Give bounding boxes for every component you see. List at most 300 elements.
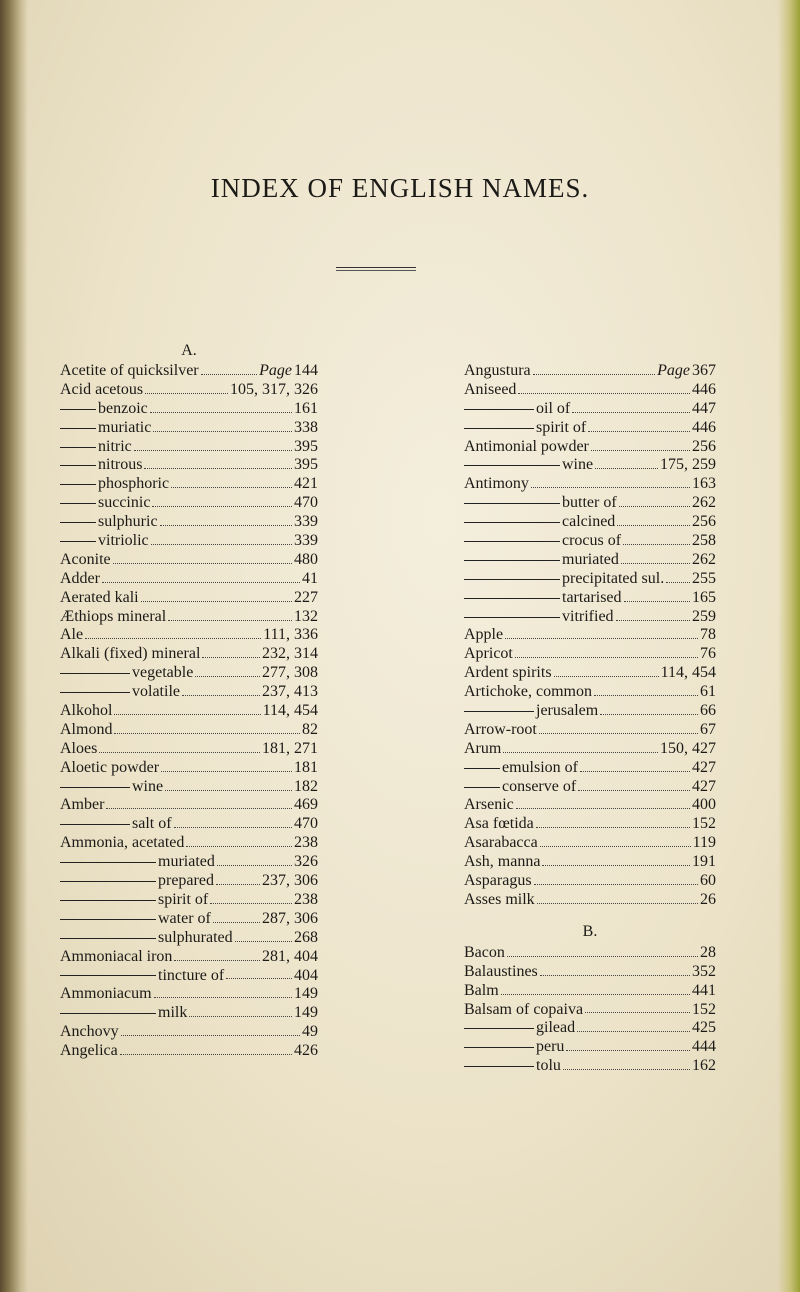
entry-name: Apple — [464, 626, 504, 644]
entry-pages: 165 — [692, 588, 716, 606]
index-entry — [464, 963, 716, 982]
entry-pages: 60 — [700, 872, 716, 890]
entry-pages: 400 — [692, 796, 716, 814]
entry-name: Arrow-root — [464, 720, 537, 738]
dot-leader — [533, 374, 655, 375]
dot-leader — [134, 450, 292, 451]
index-entry — [60, 759, 318, 778]
entry-pages: 339 — [294, 532, 318, 550]
entry-name: butter of — [562, 494, 617, 512]
ditto-dash — [60, 862, 156, 863]
index-entry — [60, 532, 318, 551]
entry-pages: 404 — [294, 966, 318, 984]
dot-leader — [566, 1050, 690, 1051]
entry-name: Æthiops mineral — [60, 607, 167, 625]
dot-leader — [537, 903, 698, 904]
dot-leader — [174, 827, 292, 828]
index-entry — [60, 891, 318, 910]
entry-pages: 82 — [302, 720, 318, 738]
entry-pages: 227 — [294, 588, 318, 606]
entry-name: gilead — [536, 1019, 576, 1037]
entry-name: salt of — [132, 815, 172, 833]
dot-leader — [113, 563, 292, 564]
ditto-dash — [60, 673, 130, 674]
dot-leader — [99, 752, 260, 753]
index-entry — [464, 438, 716, 457]
entry-name: sulphurated — [158, 928, 233, 946]
dot-leader — [554, 676, 659, 677]
entry-pages: 150, 427 — [660, 739, 716, 757]
entry-name: Aniseed — [464, 380, 517, 398]
dot-leader — [202, 657, 260, 658]
dot-leader — [624, 601, 690, 602]
ditto-dash — [464, 522, 560, 523]
ditto-dash — [464, 409, 534, 410]
entry-name: tartarised — [562, 588, 622, 606]
dot-leader — [102, 582, 300, 583]
index-entry — [60, 948, 318, 967]
index-entry — [464, 778, 716, 797]
index-entry — [464, 475, 716, 494]
ditto-dash — [60, 692, 130, 693]
index-entry — [60, 853, 318, 872]
entry-name: Balaustines — [464, 962, 538, 980]
entry-name: vitrified — [562, 607, 614, 625]
entry-pages: 469 — [294, 796, 318, 814]
index-entry — [60, 683, 318, 702]
entry-name: wine — [562, 456, 594, 474]
entry-pages: 114, 454 — [660, 664, 716, 682]
page-title: INDEX OF ENGLISH NAMES. — [210, 173, 590, 203]
entry-name: Almond — [60, 720, 113, 738]
entry-pages: 163 — [692, 475, 716, 493]
entry-name: muriatic — [98, 418, 152, 436]
entry-name: volatile — [132, 683, 180, 701]
ditto-dash — [464, 1047, 534, 1048]
index-entry — [464, 456, 716, 475]
entry-pages: 114, 454 — [262, 702, 318, 720]
index-entry — [60, 608, 318, 627]
index-entry — [464, 740, 716, 759]
page-label: Page — [259, 362, 292, 379]
entry-pages: 78 — [700, 626, 716, 644]
entry-name: nitrous — [98, 456, 143, 474]
index-entry — [60, 513, 318, 532]
index-entry — [60, 1004, 318, 1023]
dot-leader — [536, 827, 690, 828]
ditto-dash — [60, 938, 156, 939]
entry-name: tolu — [536, 1057, 561, 1075]
index-entry — [464, 570, 716, 589]
index-entry — [464, 494, 716, 513]
index-entry — [464, 589, 716, 608]
ditto-dash — [60, 484, 96, 485]
index-entry — [60, 438, 318, 457]
dot-leader — [114, 714, 260, 715]
entry-name: sulphuric — [98, 513, 158, 531]
entry-name: oil of — [536, 399, 571, 417]
entry-name: Antimony — [464, 475, 529, 493]
index-entry — [464, 608, 716, 627]
entry-pages: 395 — [294, 456, 318, 474]
index-entry — [464, 400, 716, 419]
entry-pages: 162 — [692, 1057, 716, 1075]
index-entry — [60, 362, 318, 381]
entry-pages: 262 — [692, 494, 716, 512]
section-letter — [464, 340, 716, 362]
dot-leader — [201, 374, 258, 375]
entry-name: Ammonia, acetated — [60, 834, 185, 852]
index-entry — [60, 702, 318, 721]
index-entry — [464, 645, 716, 664]
dot-leader — [588, 431, 690, 432]
ditto-dash — [464, 598, 560, 599]
dot-leader — [213, 922, 260, 923]
dot-leader — [572, 412, 690, 413]
index-entry — [464, 944, 716, 963]
dot-leader — [106, 808, 292, 809]
dot-leader — [161, 771, 292, 772]
entry-name: Balsam of copaiva — [464, 1000, 584, 1018]
ditto-dash — [60, 919, 156, 920]
entry-pages: 446 — [692, 418, 716, 436]
dot-leader — [540, 975, 690, 976]
entry-name: peru — [536, 1038, 565, 1056]
index-entry — [464, 702, 716, 721]
entry-name: water of — [158, 909, 211, 927]
ditto-dash — [464, 1066, 534, 1067]
entry-pages: 287, 306 — [262, 909, 318, 927]
index-entry — [464, 1057, 716, 1076]
entry-pages: 152 — [692, 1000, 716, 1018]
entry-name: Artichoke, common — [464, 683, 592, 701]
index-entry — [60, 1023, 318, 1042]
entry-name: conserve of — [502, 777, 577, 795]
index-entry — [464, 683, 716, 702]
entry-name: Ammoniacum — [60, 985, 152, 1003]
ditto-dash — [464, 428, 534, 429]
index-entry — [60, 400, 318, 419]
dot-leader — [594, 695, 698, 696]
index-entry — [60, 589, 318, 608]
entry-name: Balm — [464, 981, 499, 999]
entry-pages: 427 — [692, 758, 716, 776]
entry-name: Bacon — [464, 943, 505, 961]
entry-name: vegetable — [132, 664, 194, 682]
dot-leader — [507, 956, 698, 957]
index-entry — [60, 796, 318, 815]
entry-name: Aconite — [60, 550, 111, 568]
entry-pages: 28 — [700, 943, 716, 961]
entry-name: muriated — [562, 550, 619, 568]
index-entry — [60, 967, 318, 986]
dot-leader — [152, 506, 292, 507]
entry-pages: 446 — [692, 380, 716, 398]
dot-leader — [195, 676, 260, 677]
dot-leader — [150, 412, 292, 413]
dot-leader — [578, 790, 690, 791]
index-entry — [60, 475, 318, 494]
index-entry — [464, 513, 716, 532]
dot-leader — [540, 846, 691, 847]
entry-pages: 277, 308 — [262, 664, 318, 682]
dot-leader — [666, 582, 690, 583]
entry-pages: 238 — [294, 834, 318, 852]
entry-name: Ardent spirits — [464, 664, 552, 682]
entry-name: Ash, manna — [464, 853, 541, 871]
entry-pages: 61 — [700, 683, 716, 701]
entry-name: spirit of — [158, 890, 209, 908]
index-entry — [464, 982, 716, 1001]
dot-leader — [580, 771, 690, 772]
entry-pages: 281, 404 — [262, 947, 318, 965]
entry-pages: 395 — [294, 437, 318, 455]
entry-pages: 258 — [692, 532, 716, 550]
entry-pages: 256 — [692, 437, 716, 455]
entry-pages: 149 — [294, 1004, 318, 1022]
index-entry — [464, 1019, 716, 1038]
entry-name: milk — [158, 1004, 188, 1022]
entry-pages: 480 — [294, 550, 318, 568]
index-entry — [464, 796, 716, 815]
dot-leader — [585, 1012, 690, 1013]
entry-pages: 66 — [700, 702, 716, 720]
entry-pages: 352 — [692, 962, 716, 980]
section-letter: A. — [181, 342, 197, 359]
entry-pages: 119 — [692, 834, 716, 852]
ditto-dash — [60, 409, 96, 410]
entry-pages: 444 — [692, 1038, 716, 1056]
ditto-dash — [60, 1013, 156, 1014]
index-entry — [60, 815, 318, 834]
ditto-dash — [60, 900, 156, 901]
entry-pages: 326 — [294, 853, 318, 871]
ditto-dash — [464, 503, 560, 504]
dot-leader — [165, 790, 292, 791]
entry-pages: 256 — [692, 513, 716, 531]
ditto-dash — [60, 975, 156, 976]
ditto-dash — [60, 787, 130, 788]
entry-pages: 338 — [294, 418, 318, 436]
entry-name: Ale — [60, 626, 84, 644]
entry-pages: 367 — [692, 362, 716, 379]
entry-name: wine — [132, 777, 164, 795]
entry-name: precipitated sul. — [562, 569, 665, 587]
index-entry — [60, 551, 318, 570]
entry-name: spirit of — [536, 418, 587, 436]
dot-leader — [617, 525, 690, 526]
dot-leader — [121, 1035, 300, 1036]
entry-pages: 237, 413 — [262, 683, 318, 701]
ditto-dash — [464, 560, 560, 561]
index-entry — [464, 759, 716, 778]
index-entry — [60, 910, 318, 929]
entry-pages: 152 — [692, 815, 716, 833]
index-entry — [464, 532, 716, 551]
entry-pages: 268 — [294, 928, 318, 946]
entry-name: prepared — [158, 872, 214, 890]
ditto-dash — [464, 1028, 534, 1029]
dot-leader — [114, 733, 300, 734]
ditto-dash — [60, 881, 156, 882]
entry-pages: 447 — [692, 399, 716, 417]
dot-leader — [621, 563, 690, 564]
index-entry — [464, 1038, 716, 1057]
entry-pages: 262 — [692, 550, 716, 568]
entry-name: Angustura — [464, 362, 531, 379]
entry-pages: 76 — [700, 645, 716, 663]
index-entry — [60, 872, 318, 891]
entry-pages: 67 — [700, 720, 716, 738]
entry-name: Asa fœtida — [464, 815, 534, 833]
entry-pages: 181 — [294, 758, 318, 776]
index-entry — [60, 645, 318, 664]
entry-name: vitriolic — [98, 532, 149, 550]
entry-name: Angelica — [60, 1042, 118, 1060]
index-entry — [60, 1042, 318, 1061]
dot-leader — [619, 506, 690, 507]
entry-name: Arum — [464, 739, 502, 757]
dot-leader — [518, 393, 690, 394]
dot-leader — [210, 903, 292, 904]
entry-name: Aloes — [60, 739, 98, 757]
entry-pages: 425 — [692, 1019, 716, 1037]
dot-leader — [160, 525, 292, 526]
entry-name: Asarabacca — [464, 834, 538, 852]
entry-pages: 259 — [692, 607, 716, 625]
entry-name: Ammoniacal iron — [60, 947, 173, 965]
index-entry — [464, 419, 716, 438]
entry-name: Alkohol — [60, 702, 113, 720]
entry-name: Aerated kali — [60, 588, 139, 606]
entry-pages: 111, 336 — [263, 626, 318, 644]
ditto-dash — [464, 768, 500, 769]
dot-leader — [531, 487, 690, 488]
entry-name: Aloetic powder — [60, 758, 160, 776]
entry-pages: 255 — [692, 569, 716, 587]
entry-pages: 105, 317, 326 — [230, 380, 318, 398]
index-entry — [60, 834, 318, 853]
dot-leader — [182, 695, 260, 696]
dot-leader — [623, 544, 690, 545]
entry-name: Anchovy — [60, 1023, 119, 1041]
dot-leader — [154, 997, 292, 998]
entry-pages: 132 — [294, 607, 318, 625]
entry-pages: 232, 314 — [262, 645, 318, 663]
dot-leader — [534, 884, 698, 885]
entry-pages: 181, 271 — [262, 739, 318, 757]
left-column — [60, 340, 318, 1061]
ditto-dash — [60, 522, 96, 523]
dot-leader — [120, 1054, 292, 1055]
dot-leader — [505, 638, 698, 639]
index-entry — [464, 872, 716, 891]
dot-leader — [171, 487, 292, 488]
dot-leader — [189, 1016, 292, 1017]
dot-leader — [563, 1069, 690, 1070]
dot-leader — [145, 393, 228, 394]
dot-leader — [153, 431, 292, 432]
ditto-dash — [60, 447, 96, 448]
entry-name: emulsion of — [502, 758, 578, 776]
dot-leader — [595, 468, 658, 469]
entry-name: Asparagus — [464, 872, 532, 890]
dot-leader — [151, 544, 292, 545]
entry-name: jerusalem — [536, 702, 599, 720]
entry-pages: 339 — [294, 513, 318, 531]
entry-name: Arsenic — [464, 796, 514, 814]
index-entry — [60, 664, 318, 683]
entry-name: Adder — [60, 569, 100, 587]
index-entry — [60, 456, 318, 475]
dot-leader — [226, 978, 292, 979]
dot-leader — [144, 468, 292, 469]
ditto-dash — [60, 465, 96, 466]
entry-name: Acid acetous — [60, 380, 144, 398]
ditto-dash — [464, 465, 560, 466]
index-entry — [60, 626, 318, 645]
dot-leader — [515, 657, 698, 658]
ditto-dash — [60, 428, 96, 429]
dot-leader — [616, 620, 690, 621]
entry-name: Asses milk — [464, 890, 535, 908]
index-entry — [60, 570, 318, 589]
index-entry — [60, 740, 318, 759]
index-entry — [464, 381, 716, 400]
entry-pages: 191 — [692, 853, 716, 871]
ditto-dash — [464, 711, 534, 712]
index-entry — [60, 778, 318, 797]
entry-pages: 470 — [294, 494, 318, 512]
entry-pages: 175, 259 — [660, 456, 716, 474]
index-entry — [464, 853, 716, 872]
ditto-dash — [60, 541, 96, 542]
dot-leader — [542, 865, 690, 866]
index-entry — [464, 362, 716, 381]
index-entry — [60, 419, 318, 438]
dot-leader — [516, 808, 690, 809]
entry-pages: 237, 306 — [262, 872, 318, 890]
index-entry — [60, 494, 318, 513]
entry-name: Alkali (fixed) mineral — [60, 645, 201, 663]
index-entry — [464, 1001, 716, 1020]
index-entry — [464, 664, 716, 683]
dot-leader — [174, 960, 260, 961]
ditto-dash — [60, 824, 130, 825]
section-letter: B. — [582, 922, 598, 940]
entry-name: calcined — [562, 513, 616, 531]
entry-pages: 144 — [294, 362, 318, 379]
ditto-dash — [464, 617, 560, 618]
ditto-dash — [464, 787, 500, 788]
entry-pages: 182 — [294, 777, 318, 795]
entry-name: phosphoric — [98, 475, 170, 493]
ditto-dash — [464, 541, 560, 542]
dot-leader — [217, 865, 292, 866]
dot-leader — [591, 450, 690, 451]
entry-name: crocus of — [562, 532, 622, 550]
entry-name: Apricot — [464, 645, 513, 663]
entry-pages: 41 — [302, 569, 318, 587]
entry-name: Amber — [60, 796, 105, 814]
ditto-dash — [464, 579, 560, 580]
index-entry — [60, 929, 318, 948]
entry-pages: 470 — [294, 815, 318, 833]
title-rule — [336, 267, 416, 271]
index-entry — [464, 721, 716, 740]
entry-pages: 26 — [700, 890, 716, 908]
dot-leader — [216, 884, 260, 885]
